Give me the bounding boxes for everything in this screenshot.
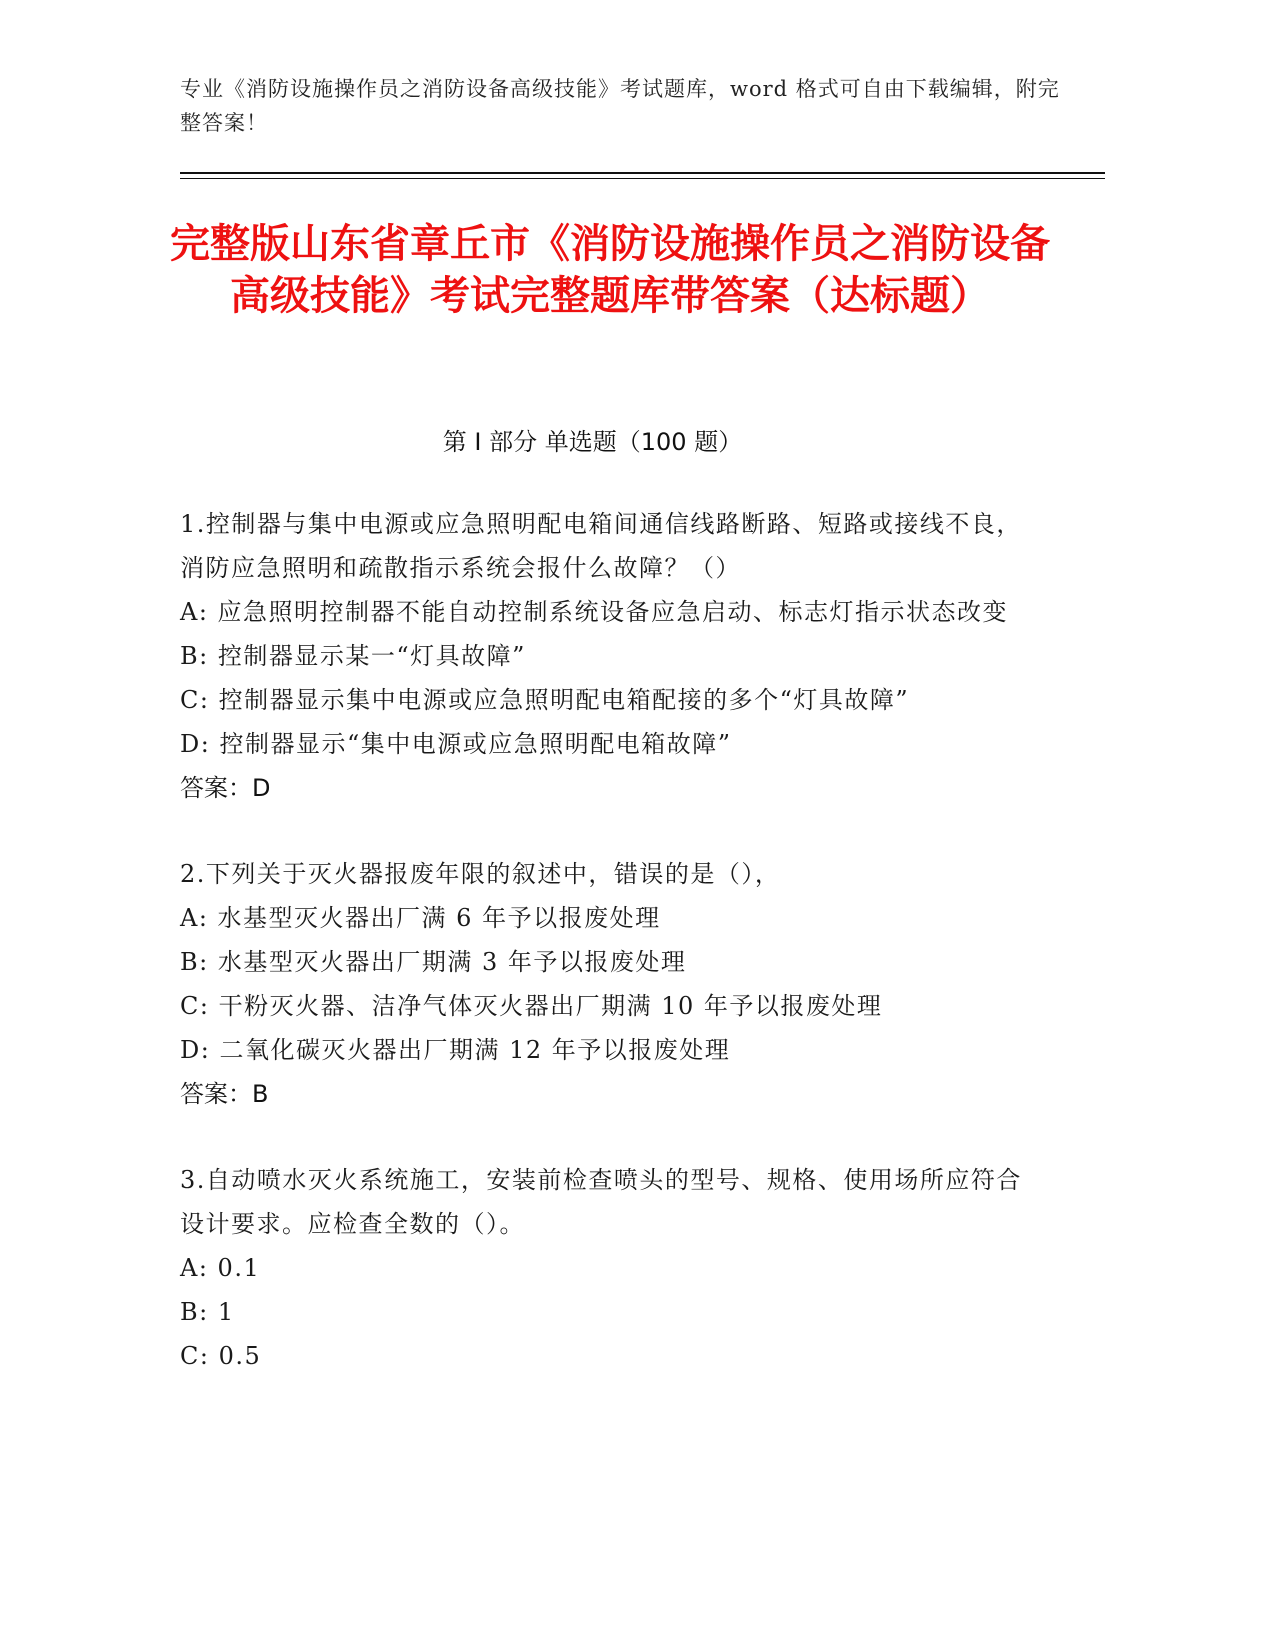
question-stem: 1.控制器与集中电源或应急照明配电箱间通信线路断路、短路或接线不良，消防应急照明和疏散指示系统会报什么故障？（） [180, 510, 1022, 582]
option-a: A: 应急照明控制器不能自动控制系统设备应急启动、标志灯指示状态改变 [180, 598, 1009, 626]
option-a: A: 水基型灭火器出厂满 6 年予以报废处理 [180, 904, 661, 932]
option-b: B: 控制器显示某一“灯具故障” [180, 642, 526, 670]
question-list [180, 502, 1040, 1420]
option-c: C: 干粉灭火器、洁净气体灭火器出厂期满 10 年予以报废处理 [180, 992, 883, 1020]
option-d: D: 控制器显示“集中电源或应急照明配电箱故障” [180, 730, 732, 758]
option-b: B: 水基型灭火器出厂期满 3 年予以报废处理 [180, 948, 687, 976]
option-b: B: 1 [180, 1298, 235, 1326]
option-c: C: 控制器显示集中电源或应急照明配电箱配接的多个“灯具故障” [180, 686, 910, 714]
question-2 [180, 852, 1040, 1116]
answer-line: 答案：D [180, 774, 271, 802]
question-3 [180, 1158, 1040, 1378]
option-a: A: 0.1 [180, 1254, 261, 1282]
question-1 [180, 502, 1040, 810]
document-title: 完整版山东省章丘市《消防设施操作员之消防设备高级技能》考试完整题库带答案（达标题） [170, 221, 1050, 319]
option-d: D: 二氧化碳灭火器出厂期满 12 年予以报废处理 [180, 1036, 731, 1064]
answer-line: 答案：B [180, 1080, 269, 1108]
header-note: 专业《消防设施操作员之消防设备高级技能》考试题库，word 格式可自由下载编辑，附完整答案！ [180, 77, 1060, 135]
question-stem: 2.下列关于灭火器报废年限的叙述中，错误的是（）， [180, 860, 781, 888]
header-divider-thick [180, 172, 1105, 174]
header-divider-thin [180, 178, 1105, 179]
section-heading: 第 I 部分 单选题（100 题） [442, 428, 743, 456]
question-stem: 3.自动喷水灭火系统施工，安装前检查喷头的型号、规格、使用场所应符合设计要求。应检查全数的（）。 [180, 1166, 1022, 1238]
option-c: C: 0.5 [180, 1342, 262, 1370]
